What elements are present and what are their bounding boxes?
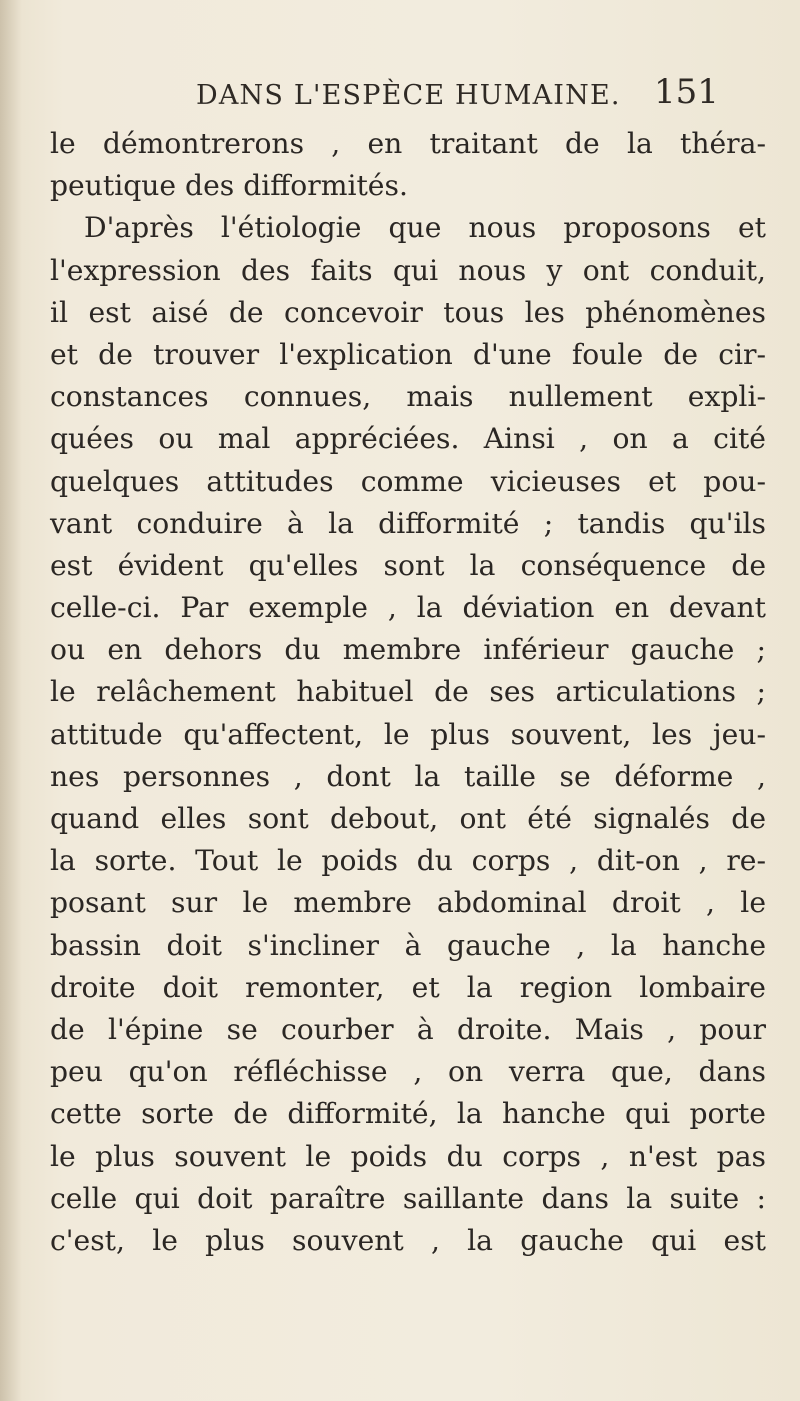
text-line: bassin doit s'incliner à gauche , la hanche: [50, 928, 766, 962]
body-text: [50, 123, 766, 1262]
text-line: de l'épine se courber à droite. Mais , pour: [50, 1012, 766, 1046]
text-line: posant sur le membre abdominal droit , le: [50, 886, 766, 920]
binding-shadow: [0, 0, 22, 1401]
text-line: vant conduire à la difformité ; tandis qu'ils: [50, 506, 766, 540]
text-line: le démontrerons , en traitant de la théra-: [50, 127, 766, 160]
text-line: D'après l'étiologie que nous proposons et: [84, 211, 766, 245]
text-line: quand elles sont debout, ont été signalés de: [50, 802, 766, 835]
text-line: attitude qu'affectent, le plus souvent, les jeu-: [50, 717, 766, 751]
running-title: DANS L'ESPÈCE HUMAINE.: [196, 80, 621, 111]
text-line: et de trouver l'explication d'une foule de cir-: [50, 337, 766, 371]
text-line: quées ou mal appréciées. Ainsi , on a cité: [50, 422, 766, 456]
text-line: c'est, le plus souvent , la gauche qui est: [50, 1223, 766, 1257]
text-line: l'expression des faits qui nous y ont conduit,: [50, 253, 766, 287]
text-line: celle qui doit paraître saillante dans la suite :: [50, 1181, 766, 1215]
text-line: constances connues, mais nullement expli-: [50, 380, 766, 414]
text-line: la sorte. Tout le poids du corps , dit-on , re-: [50, 844, 766, 878]
text-line: est évident qu'elles sont la conséquence de: [50, 548, 766, 582]
text-line: il est aisé de concevoir tous les phénomènes: [50, 295, 766, 329]
text-line: nes personnes , dont la taille se déforme ,: [50, 759, 766, 793]
text-line: droite doit remonter, et la region lombaire: [50, 970, 766, 1004]
text-line: cette sorte de difformité, la hanche qui porte: [50, 1097, 766, 1131]
text-line: peu qu'on réfléchisse , on verra que, dans: [50, 1055, 766, 1089]
page-number: 151: [654, 72, 719, 112]
text-line: celle-ci. Par exemple , la déviation en devant: [50, 591, 766, 625]
text-line: ou en dehors du membre inférieur gauche ;: [50, 633, 766, 667]
text-line: quelques attitudes comme vicieuses et pou-: [50, 464, 766, 498]
running-header: [0, 68, 800, 112]
text-line: le plus souvent le poids du corps , n'est pas: [50, 1139, 766, 1173]
text-line: le relâchement habituel de ses articulations ;: [50, 675, 766, 709]
text-line: peutique des difformités.: [50, 169, 408, 203]
